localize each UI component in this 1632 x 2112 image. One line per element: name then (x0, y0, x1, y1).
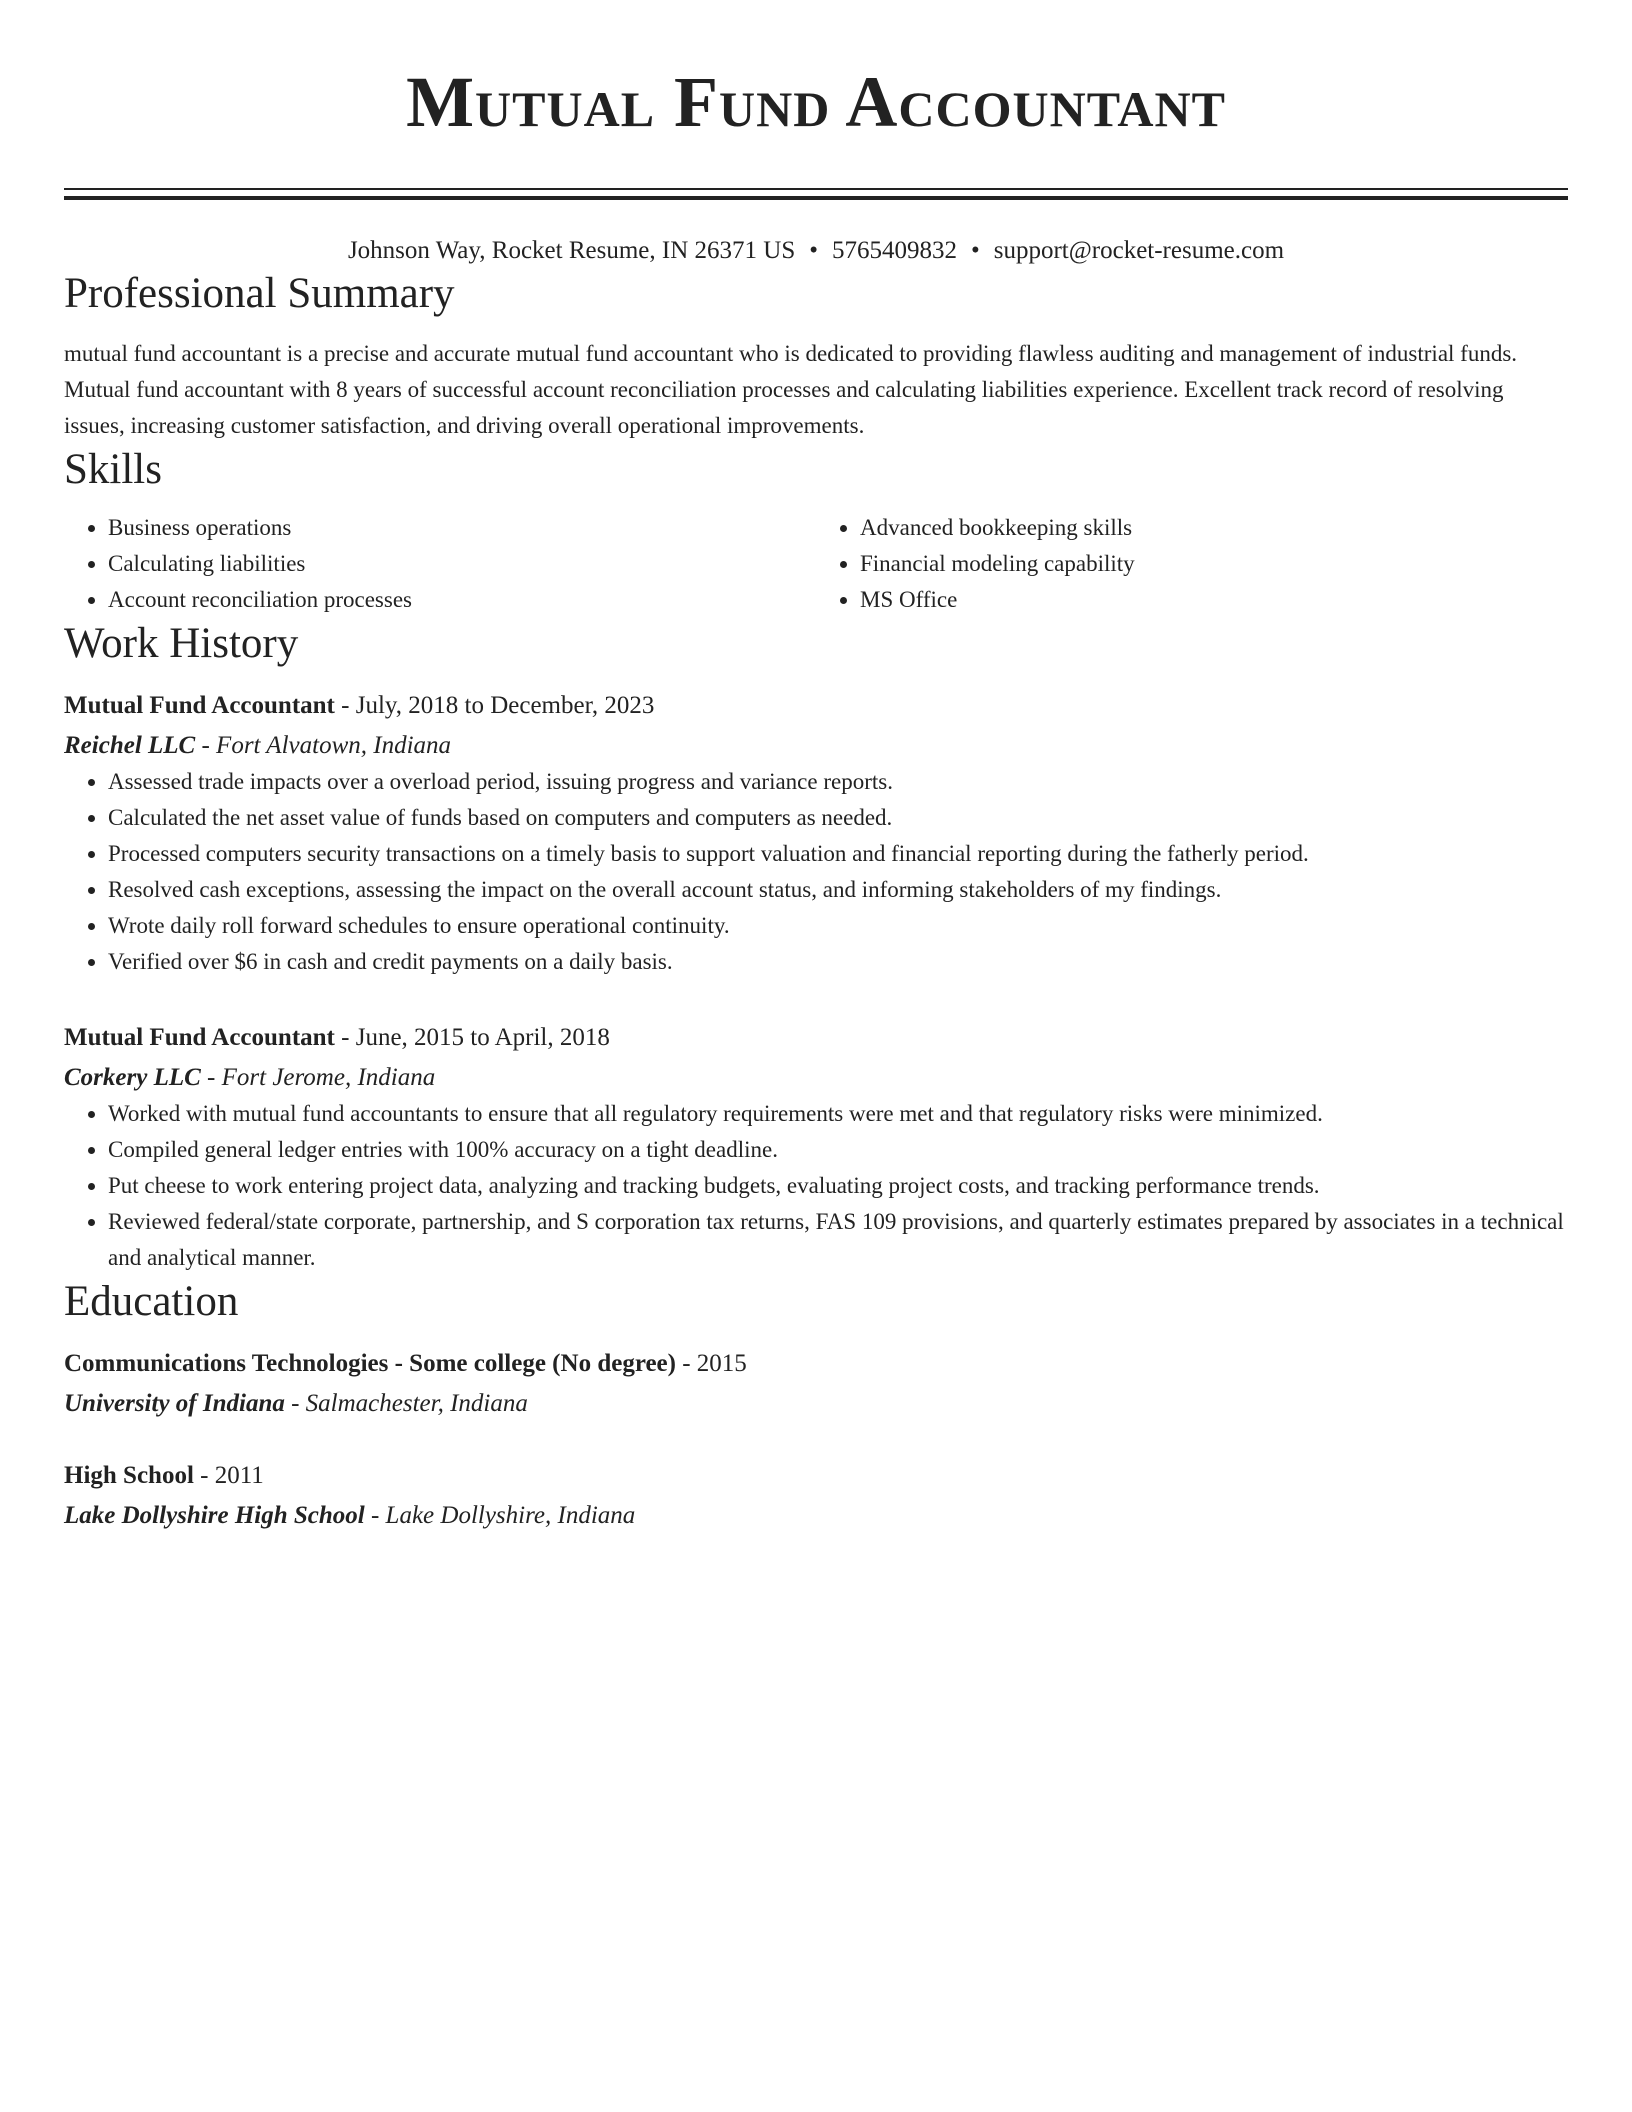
skills-columns (64, 510, 1568, 618)
job-bullet: • Worked with mutual fund accountants to ensure that all regulatory requirements were met and that regulatory risks were minimized. (108, 1096, 1568, 1132)
education-header (64, 1458, 1568, 1494)
summary-text: mutual fund accountant is a precise and accurate mutual fund accountant who is dedicated to providing flawless auditing and management of industrial funds. Mutual fund accountant with 8 years of successful account reconciliation processes and calculating liabilities experience. Excellent track record of resolving issues, increasing customer satisfaction, and driving overall operational improvements. (64, 341, 1518, 438)
job-bullet: • Assessed trade impacts over a overload period, issuing progress and variance reports. (108, 764, 1568, 800)
job-bullet: • Put cheese to work entering project data, analyzing and tracking budgets, evaluating project costs, and tracking performance trends. (108, 1168, 1568, 1204)
education-school-line (64, 1386, 1568, 1422)
education-location: - Lake Dollyshire, Indiana (364, 1502, 636, 1529)
title-divider-thick (64, 196, 1568, 200)
job-bullet: • Wrote daily roll forward schedules to ensure operational continuity. (108, 908, 1568, 944)
job-company-line (64, 1060, 1568, 1096)
contact-separator: • (809, 237, 818, 264)
work-history-heading: Work History (64, 620, 299, 667)
contact-separator: • (970, 237, 980, 264)
education-section (64, 1276, 1568, 1534)
skills-section (64, 444, 1568, 618)
job-entry (64, 688, 1568, 980)
contact-address: Johnson Way, Rocket Resume, IN 26371 US (347, 237, 796, 264)
job-dates: - June, 2015 to April, 2018 (334, 1024, 610, 1051)
education-degree: High School (64, 1462, 194, 1489)
job-title: Mutual Fund Accountant (64, 1024, 335, 1051)
job-title: Mutual Fund Accountant (64, 692, 335, 719)
education-heading: Education (64, 1278, 239, 1325)
education-school: University of Indiana (64, 1390, 285, 1417)
job-bullet: • Reviewed federal/state corporate, partnership, and S corporation tax returns, FAS 109 provisions, and quarterly estimates prepared by associates in a technical and analytical manner. (108, 1204, 1568, 1276)
job-bullet: • Processed computers security transactions on a timely basis to support valuation and financial reporting during the fatherly period. (108, 836, 1568, 872)
job-entry (64, 1020, 1568, 1276)
education-header (64, 1346, 1568, 1382)
job-header (64, 1020, 1568, 1056)
job-location: - Fort Jerome, Indiana (200, 1064, 436, 1091)
education-year: - 2011 (193, 1462, 264, 1489)
education-location: - Salmachester, Indiana (284, 1390, 528, 1417)
job-company-line (64, 728, 1568, 764)
education-entry (64, 1458, 1568, 1534)
education-entry (64, 1346, 1568, 1422)
job-bullet: • Verified over $6 in cash and credit payments on a daily basis. (108, 944, 1568, 980)
resume-title: Mutual Fund Accountant (406, 62, 1226, 142)
summary-heading: Professional Summary (64, 270, 455, 317)
contact-phone: 5765409832 (831, 237, 957, 264)
job-bullet: • Compiled general ledger entries with 100% accuracy on a tight deadline. (108, 1132, 1568, 1168)
skill-item: • Account reconciliation processes (108, 582, 816, 618)
job-company: Reichel LLC (64, 732, 196, 759)
education-year: - 2015 (675, 1350, 747, 1377)
skill-item: • Financial modeling capability (860, 546, 1568, 582)
job-bullet: • Calculated the net asset value of funds based on computers and computers as needed. (108, 800, 1568, 836)
skills-heading: Skills (64, 446, 162, 493)
job-company: Corkery LLC (64, 1064, 201, 1091)
education-school-line (64, 1498, 1568, 1534)
skill-item: • MS Office (860, 582, 1568, 618)
skill-item: • Calculating liabilities (108, 546, 816, 582)
title-divider-thin (64, 188, 1568, 190)
education-degree: Communications Technologies - Some college (No degree) (64, 1350, 676, 1377)
work-history-section (64, 618, 1568, 1276)
skill-item: • Advanced bookkeeping skills (860, 510, 1568, 546)
contact-email: support@rocket-resume.com (993, 237, 1285, 264)
job-bullet: • Resolved cash exceptions, assessing the impact on the overall account status, and informing stakeholders of my findings. (108, 872, 1568, 908)
job-location: - Fort Alvatown, Indiana (195, 732, 452, 759)
skill-item: • Business operations (108, 510, 816, 546)
education-school: Lake Dollyshire High School (64, 1502, 365, 1529)
skills-list-left (64, 510, 816, 618)
job-bullets (64, 764, 1568, 980)
job-bullets (64, 1096, 1568, 1276)
contact-line (64, 234, 1568, 268)
job-header (64, 688, 1568, 724)
skills-list-right (816, 510, 1568, 618)
summary-section (64, 268, 1568, 444)
job-dates: - July, 2018 to December, 2023 (334, 692, 655, 719)
